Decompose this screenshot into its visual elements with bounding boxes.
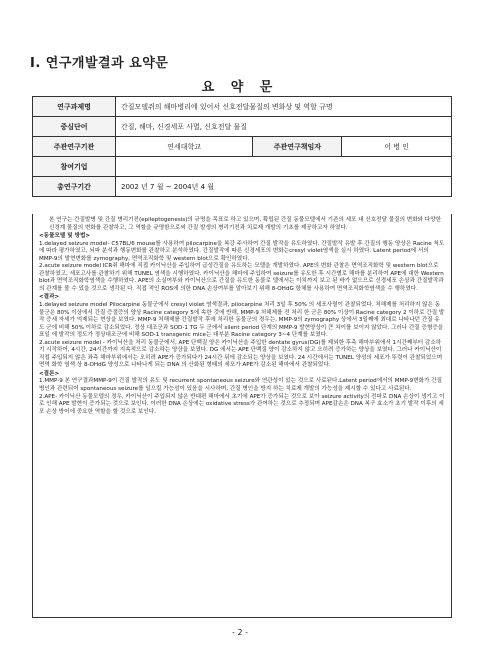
result-item-1: 1.delayed seizure model Pilocarpine 동물군에서 cresyl violet 염색결과, pilocarpine 처리 3일 후 50% 의 세포사멸이 관찰되었다. 처해제를 처리하지 않은 동물군은 80% 이상에서 간질 증절증의 양상 Racine category 5에 속한 것에 반해, MMP-9 처해제를 전 처리 한 군은 80% 이상이 Racine category 2 이하로 간질 발작 증세 자세가 억제되는 현상을 보였다. MMP-9 처해제를 간질발작 후에 처리한 동물군의 경우는, MMP-9의 zymography 상에서 3일째에 최대로 나타나던 간질 유도 군에 비해 50% 이하로 감소되었다. 정상 대조군과 SOD-1 TG 두 군에서 silent period 단계의 MMP-9 발현양상이 큰 차이를 보이지 않았다. 그러나 간질 증혐증을 표일 에 발작의 정도가 정상대조군에 비해 SOD-1 transgenic mice는 대부분 Racine category 3~4 단계를 보였다. — [39, 302, 445, 339]
section-heading: I. 연구개발결과 요약문 — [30, 56, 169, 71]
period-value: 2002 년 7 월 ~ 2004년 4 월 — [116, 177, 452, 197]
conclusion-item-2: 2.APE- 카이닉산 동물모델의 경우, 카이닉산이 주입되지 않은 반대편 해마에서 초기에 APE가 증가되는 것으로 보아 seizure activity의 전파로 DNA 손상이 생기고 이로 인해 APE 발현이 증가되는 것으로 보인다. 이러한 DNA 손상에는 oxidative stress가 관여하는 것으로 추정되며 APE감손은 DNA 복구 효소가 초기 발작 이후의 세포 손상 방어에 중요한 역할을 할 것으로 보인다. — [39, 393, 445, 415]
abstract-intro: 본 연구는 간질발병 및 간질 병리기전(epileptogenesis)의 규명을 목표로 하고 있으며, 확립된 간질 동물모델에서 기존의 세포 내 신호전달 물질의 변화와 다양한 신경계 물질의 변화를 관찰하고, 그 역할을 규명함으로써 간질 발생의 병리기전과 치료제 개발의 기초를 제공하고자 하였다. — [49, 217, 442, 231]
table-row — [33, 177, 452, 197]
partner-value — [116, 157, 452, 177]
project-info-table — [32, 96, 452, 197]
method-heading: <동물모델 및 방법> — [39, 233, 91, 240]
summary-title: 요 약 문 — [201, 80, 279, 95]
table-row — [33, 97, 452, 117]
keyword-label: 중심단어 — [33, 117, 116, 137]
method-item-1: 1.delayed seizure model- C57BL/6 mouse를 사용하여 pilocarpine을 복강 주사하여 간질 발작을 유도하였다. 간질발작 유발 후 간질의 행동 양상은 Racine 척도에 따라 평가하였고, 뇌파 분석과 행동변화를 관찰하고 분석하였다. 간질발작에 따른 신경세포의 변화는cresyl violet염색을 실시 하였다. Latent period에 서의 MMP-9의 발현변화를 zymography, 면역조직화학 및 western blot으로 확인하였다. — [39, 240, 445, 262]
org-value: 연세대학교 — [116, 137, 253, 157]
pi-value: 이 병 인 — [342, 137, 452, 157]
table-row — [33, 157, 452, 177]
method-item-2: 2.acute seizure model ICR쥐 해마에 직접 카이닉산을 주입하여 급성간질을 유도하는 모델을 개발하였다. APE의 변화 관찰은 면역조직화학 및 western blot으로 관찰하였고, 세포고사를 관찰하기 위해 TUNEL 염색을 시행하였다. 카이닉산을 해마에 주입하여 seizure를 유도한 후 시간별로 해마를 분리하여 APE에 대한 Western blot과 면역조직화학염색을 수행하였다. APE의 소실여부와 카이닉산으로 간질을 유도한 동물로 델에서는 이치까지 보고 된 바가 없으므로 신경세포 손상과 간질발작과의 관계를 볼 수 있을 것으로 생각된 다. 직접 적인 ROS에 의한 DNA 손상여부를 알아보기 위해 8-OHdG 항체를 사용하여 면역조직화학염색을 수 행하였다. — [39, 263, 444, 292]
org-label: 주관연구기관 — [33, 137, 116, 157]
table-row — [33, 117, 452, 137]
page-number: - 2 - — [232, 628, 248, 637]
table-row — [33, 137, 452, 157]
abstract-box — [32, 214, 452, 618]
conclusion-item-1: 1.MMP-9 본 연구결과MMP-9이 간질 발작의 유도 및 recurrent spontaneous seizure와 연관성이 있는 것으로 사료된다.Latent period에서의 MMP-9변화가 간질 병인과 관련되어 spontaneous seizure를 일으킬 가능성이 있음을 시사하며, 간질 병인을 방지 하는 치료제 개발의 가능성을 제시할 수 있다고 사료된다. — [39, 378, 442, 393]
result-item-2: 2.acute seizure model - 카이닉산을 처리 동물군에서, APE 단백질 양은 카이닉산을 주입한 dentate gyrus(DG)를 제외한 후측 해마부위에서 1시간째부터 감소하기 시작하여, 4시간, 24시간까지 지속적으로 감소하는 양상을 보였다. DG 에서는 APE 단백질 양이 감소하지 않고 오히려 증가하는 양상을 보였다. 그러나 카이닉산이 직접 주입되지 않은 좌측 해마부위에서는 오히려 APE가 증가되다가 24시간 뒤에 감소되는 양상을 보였다. 24 시간에서는 TUNEL 양성의 세포가 뚜렷이 관찰되었으며 면역 화학 염색 상 8-OHdG 양성으로 나타나게 되는 DNA 의 산화된 형태의 세포가 APE가 감소된 해마에서 관찰되었다. — [39, 339, 443, 369]
keyword-value: 간질, 해마, 신경세포 사멸, 신호전달 물질 — [116, 117, 452, 137]
pi-label: 주관연구책임자 — [253, 137, 342, 157]
conclusion-heading: <결론> — [39, 370, 60, 377]
result-heading: <결과> — [39, 294, 60, 301]
partner-label: 참여기업 — [33, 157, 116, 177]
period-label: 총연구기간 — [33, 177, 116, 197]
title-label: 연구과제명 — [33, 97, 116, 117]
title-value: 간질모델쥐의 해마병리에 있어서 신호전달물질의 변화상 및 역할 규명 — [116, 97, 452, 117]
